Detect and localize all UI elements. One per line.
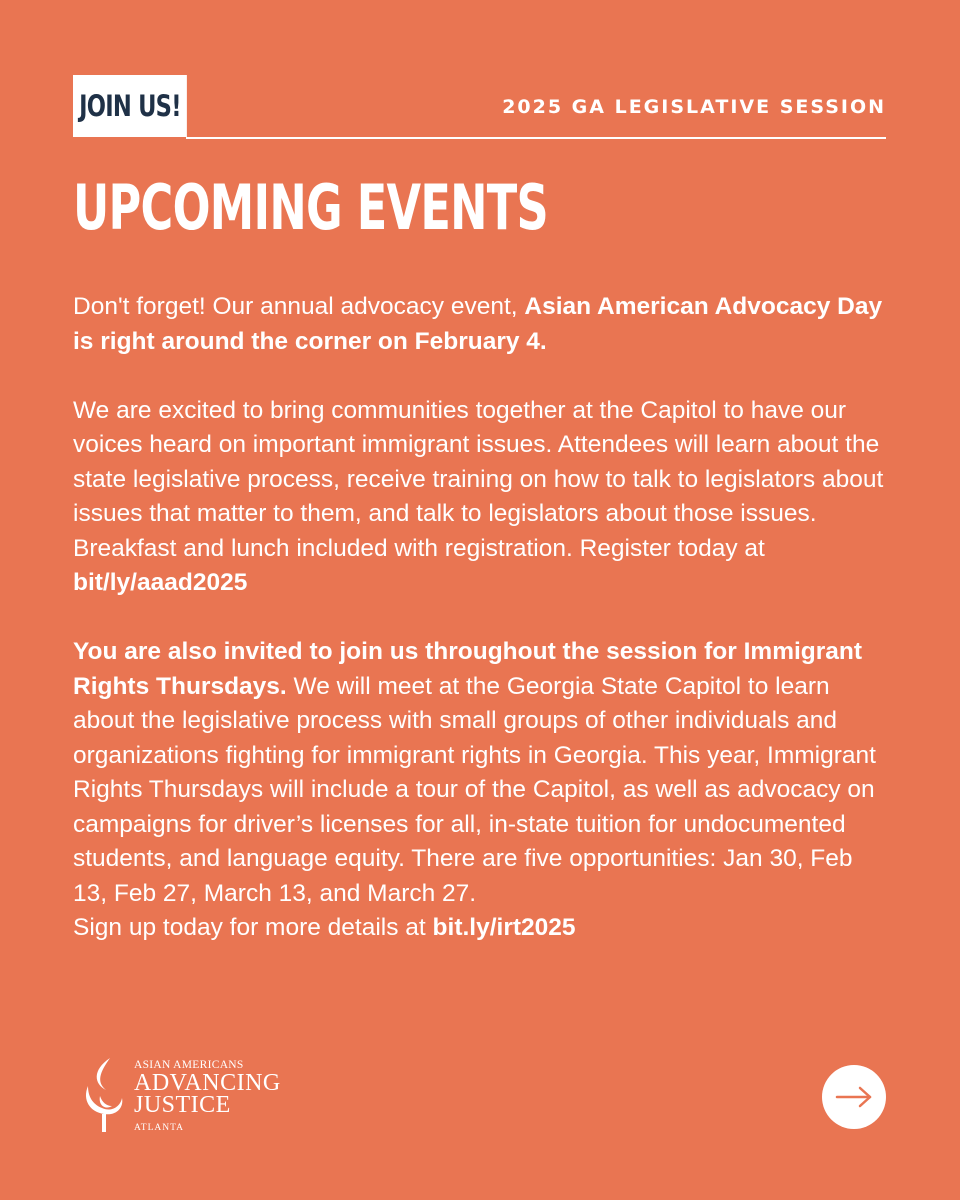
page-title: UPCOMING EVENTS: [73, 171, 548, 244]
logo-wordmark: [134, 1056, 281, 1136]
event-description: [73, 290, 893, 946]
flame-logo-icon: [80, 1056, 128, 1134]
logo-line-advancing: ADVANCING: [134, 1070, 281, 1096]
para4-text: Sign up today for more details at: [73, 914, 433, 941]
logo-line-atlanta: ATLANTA: [134, 1123, 185, 1133]
signup-paragraph: [73, 911, 893, 946]
para2-text: We are excited to bring communities together at the Capitol to have our voices heard on important immigrant issues. Attendees will learn about the state legislative process, receive training on how to talk to legislators about issues that matter to them, and talk to legislators about those issues. Breakfast and lunch included with registration. Register today at: [73, 396, 884, 562]
thursdays-paragraph: [73, 635, 893, 911]
para3-text: We will meet at the Georgia State Capitol to learn about the legislative process with small groups of other individuals and organizations fighting for immigrant rights in Georgia. This year, Immigrant Rights Thursdays will include a tour of the Capitol, as well as advocacy on campaigns for driver’s licenses for all, in-state tuition for undocumented students, and language equity. There are five opportunities: Jan 30, Feb 13, Feb 27, March 13, and March 27.: [73, 672, 876, 907]
advocacy-day-paragraph: [73, 290, 893, 359]
para3-highlight: You are also invited to join us throughout the session for Immigrant Rights Thursdays.: [73, 638, 863, 700]
aaad-link[interactable]: bit/ly/aaad2025: [73, 569, 248, 596]
organization-logo: [80, 1056, 281, 1136]
logo-line-asian-americans: ASIAN AMERICANS: [134, 1059, 244, 1071]
arrow-right-icon: [834, 1085, 874, 1109]
join-us-badge: JOIN US!: [73, 75, 187, 137]
para1-highlight: Asian American Advocacy Day is right around the corner on February 4.: [73, 293, 883, 355]
session-label: 2025 GA LEGISLATIVE SESSION: [502, 96, 886, 118]
logo-line-justice: JUSTICE: [134, 1092, 231, 1118]
next-slide-button[interactable]: [822, 1065, 886, 1129]
para1-text: Don't forget! Our annual advocacy event,: [73, 293, 525, 320]
advocacy-details-paragraph: [73, 394, 893, 601]
irt-link[interactable]: bit.ly/irt2025: [432, 914, 576, 941]
header-divider: [186, 137, 886, 139]
